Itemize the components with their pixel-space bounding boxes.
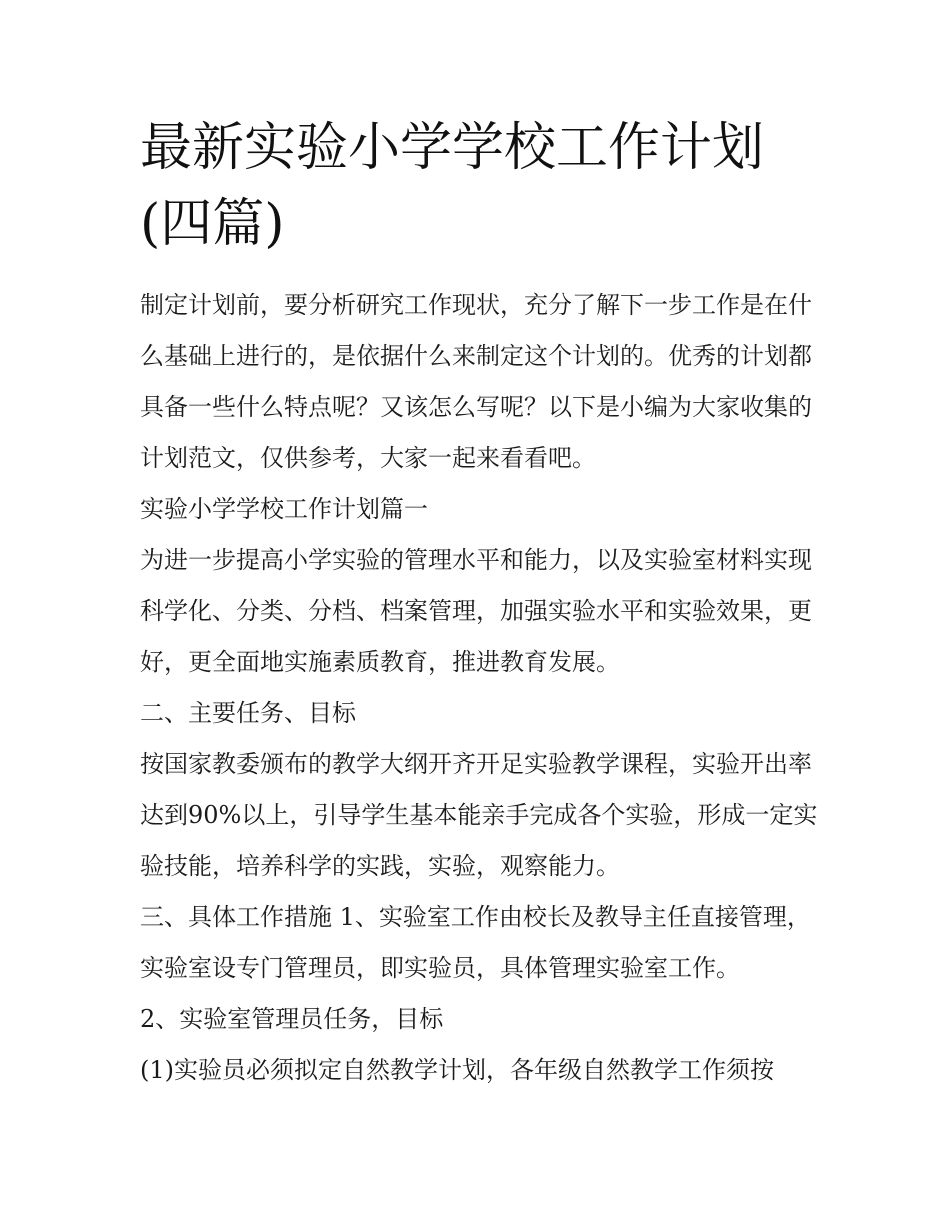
purpose-paragraph: 为进一步提高小学实验的管理水平和能力，以及实验室材料实现科学化、分类、分档、档案管理，加强实验水平和实验效果，更好，更全面地实施素质教育，推进教育发展。 bbox=[140, 546, 812, 676]
document-body bbox=[140, 280, 820, 1096]
section-heading-part-one: 实验小学学校工作计划篇一 bbox=[140, 495, 428, 523]
manager-task-item-1: (1)实验员必须拟定自然教学计划，各年级自然教学工作须按 bbox=[140, 1056, 774, 1084]
document-title: 最新实验小学学校工作计划(四篇) bbox=[140, 118, 765, 254]
intro-paragraph: 制定计划前，要分析研究工作现状，充分了解下一步工作是在什么基础上进行的，是依据什么来制定这个计划的。优秀的计划都具备一些什么特点呢？又该怎么写呢？以下是小编为大家收集的计划范文，仅供参考，大家一起来看看吧。 bbox=[140, 291, 812, 472]
section-heading-tasks: 二、主要任务、目标 bbox=[140, 699, 356, 727]
measures-paragraph: 三、具体工作措施 1、实验室工作由校长及教导主任直接管理，实验室设专门管理员，即实验员，具体管理实验室工作。 bbox=[140, 903, 811, 982]
tasks-paragraph: 按国家教委颁布的教学大纲开齐开足实验教学课程，实验开出率达到90%以上，引导学生基本能亲手完成各个实验，形成一定实验技能，培养科学的实践，实验，观察能力。 bbox=[140, 750, 818, 880]
section-heading-manager-tasks: 2、实验室管理员任务，目标 bbox=[140, 1005, 444, 1033]
